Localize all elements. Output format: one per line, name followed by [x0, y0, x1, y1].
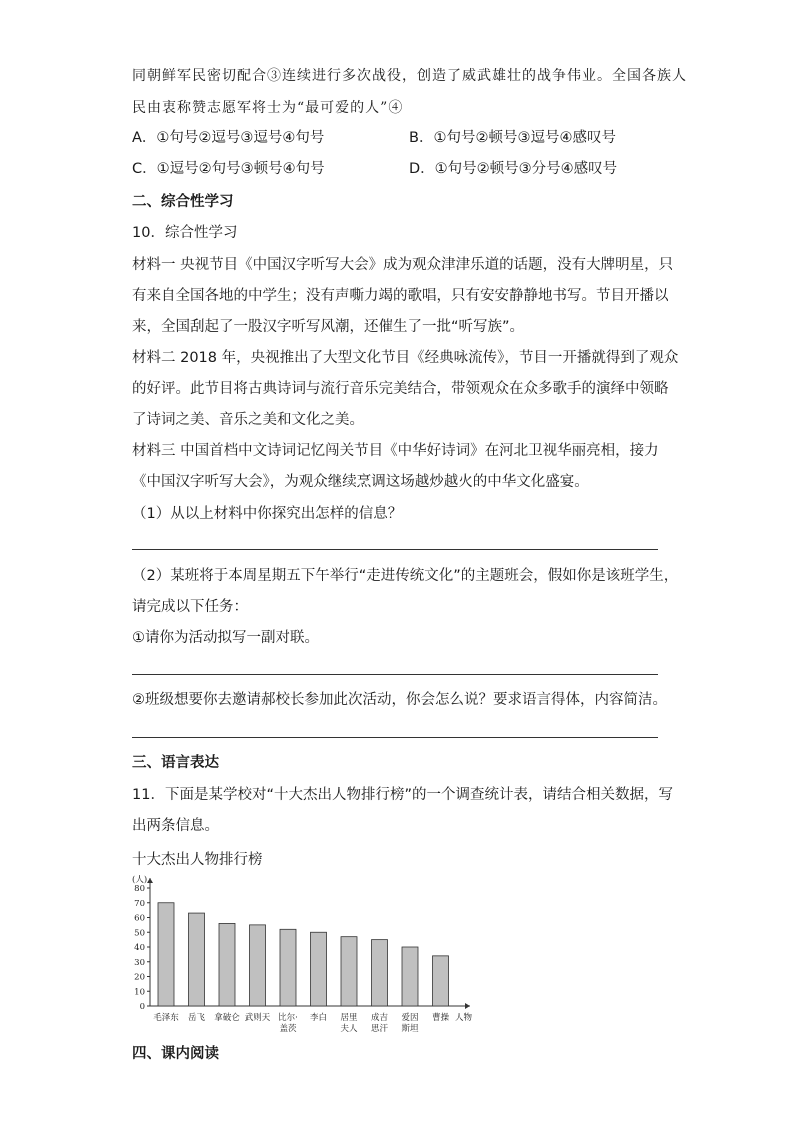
x-tick-label: 盖茨: [279, 1024, 297, 1034]
y-tick-label: 70: [134, 898, 145, 909]
y-tick-label: 80: [134, 884, 145, 894]
material-2-line-3: 了诗词之美、音乐之美和文化之美。: [132, 412, 364, 428]
x-tick-label: 居里: [340, 1013, 358, 1023]
y-tick-label: 60: [134, 913, 145, 924]
bar: [372, 940, 388, 1006]
sub-question-2-line-2: 请完成以下任务：: [132, 599, 248, 615]
bar: [219, 923, 235, 1006]
material-1-line-2: 有来自全国各地的中学生；没有声嘶力竭的歌唱，只有安安静静地书写。节目开播以: [132, 288, 669, 304]
sub-question-2-line-1: （2）某班将于本周星期五下午举行“走进传统文化”的主题班会，假如你是该班学生，: [132, 568, 679, 584]
q11-line-1: 11．下面是某学校对“十大杰出人物排行榜”的一个调查统计表，请结合相关数据，写: [132, 787, 673, 803]
section-2-heading: 二、综合性学习: [132, 194, 234, 210]
bar: [311, 932, 327, 1006]
x-tick-label: 斯坦: [401, 1024, 419, 1034]
x-tick-label: 岳飞: [187, 1013, 206, 1023]
q10-label: 10．综合性学习: [132, 225, 238, 241]
material-2-line-2: 的好评。此节目将古典诗词与流行音乐完美结合，带领观众在众多歌手的演绎中领略: [132, 381, 669, 397]
bar: [341, 937, 357, 1006]
chart-title: 十大杰出人物排行榜: [132, 852, 263, 868]
bar: [189, 913, 205, 1006]
x-tick-label: 武则天: [244, 1013, 271, 1023]
bar: [158, 903, 174, 1006]
bar: [280, 929, 296, 1006]
bar: [402, 947, 418, 1006]
material-3-line-2: 《中国汉字听写大会》，为观众继续烹调这场越炒越火的中华文化盛宴。: [132, 474, 589, 490]
y-tick-label: 40: [134, 943, 145, 953]
material-1-line-1: 材料一 央视节目《中国汉字听写大会》成为观众津津乐道的话题，没有大牌明星，只: [132, 257, 674, 273]
q9-line-2: 民由衷称赞志愿军将士为“最可爱的人”④: [132, 100, 404, 116]
material-2-line-1: 材料二 2018 年，央视推出了大型文化节目《经典咏流传》，节目一开播就得到了观众: [132, 350, 679, 366]
bar: [250, 925, 266, 1006]
bar: [433, 956, 449, 1006]
option-a: A．①句号②逗号③逗号④句号: [132, 130, 325, 146]
answer-line-3[interactable]: [132, 737, 658, 738]
y-tick-label: 30: [134, 957, 145, 968]
material-1-line-3: 来，全国刮起了一股汉字听写风潮，还催生了一批“听写族”。: [132, 319, 525, 335]
y-axis-arrow: [147, 878, 153, 883]
section-3-heading: 三、语言表达: [132, 755, 219, 771]
option-c: C．①逗号②句号③顿号④句号: [132, 161, 325, 177]
sub-question-1: （1）从以上材料中你探究出怎样的信息？: [132, 506, 403, 522]
x-tick-label: 拿破仑: [214, 1013, 240, 1023]
material-3-line-1: 材料三 中国首档中文诗词记忆闯关节目《中华好诗词》在河北卫视华丽亮相，接力: [132, 443, 659, 459]
option-b: B．①句号②顿号③逗号④感叹号: [409, 130, 616, 146]
answer-line-1[interactable]: [132, 549, 658, 550]
x-tick-label: 思汗: [370, 1024, 389, 1034]
x-tick-label: 曹操: [431, 1013, 450, 1023]
task-2: ②班级想要你去邀请郝校长参加此次活动，你会怎么说？要求语言得体，内容简洁。: [132, 692, 667, 708]
task-1: ①请你为活动拟写一副对联。: [132, 630, 319, 646]
y-tick-label: 0: [139, 1002, 145, 1012]
section-4-heading: 四、课内阅读: [132, 1046, 219, 1062]
x-axis-label: 人物: [454, 1013, 472, 1023]
q11-line-2: 出两条信息。: [132, 818, 219, 834]
x-tick-label: 爱因: [401, 1013, 419, 1023]
option-d: D．①句号②顿号③分号④感叹号: [409, 161, 618, 177]
answer-line-2[interactable]: [132, 674, 658, 675]
y-tick-label: 20: [134, 972, 145, 983]
ranking-bar-chart: [120, 870, 490, 1040]
x-tick-label: 毛泽东: [153, 1013, 179, 1023]
x-tick-label: 比尔·: [278, 1013, 298, 1023]
x-tick-label: 成吉: [370, 1013, 389, 1023]
y-axis-label: (人): [132, 875, 148, 885]
y-tick-label: 10: [134, 987, 145, 998]
x-tick-label: 夫人: [340, 1024, 358, 1034]
x-tick-label: 李白: [309, 1013, 328, 1023]
y-tick-label: 50: [134, 928, 145, 939]
q9-line-1: 同朝鲜军民密切配合③连续进行多次战役，创造了威武雄壮的战争伟业。全国各族人: [132, 68, 687, 84]
x-axis-arrow: [465, 1003, 470, 1009]
